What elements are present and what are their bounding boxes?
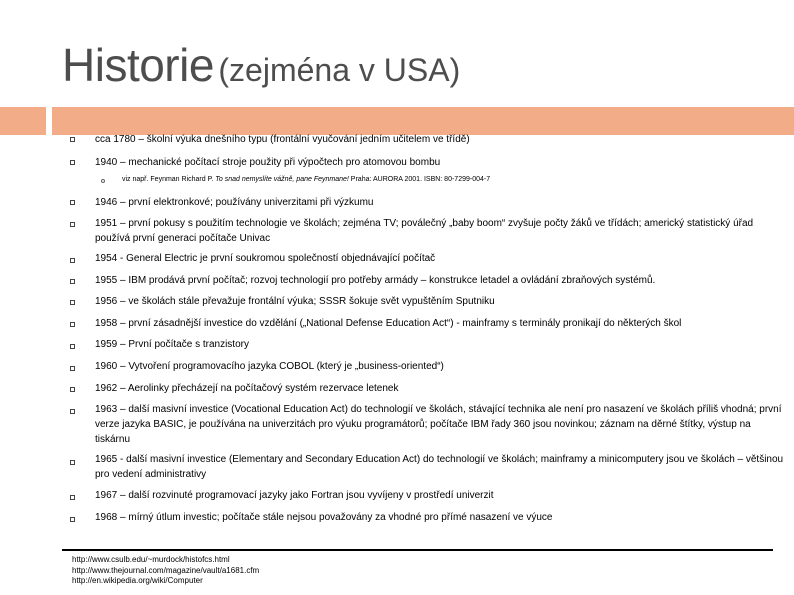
list-item: 1951 – první pokusy s použitím technologie ve školách; zejména TV; poválečný „baby boom“ zvyšuje počty žáků ve třídách; americký statistický úřad používá první generaci počítače Univac [95, 218, 754, 244]
square-bullet-icon [70, 322, 75, 327]
citation-suffix: Praha: AURORA 2001. ISBN: 80-7299-004-7 [348, 176, 491, 183]
square-bullet-icon [70, 222, 75, 227]
source-link[interactable]: http://www.thejournal.com/magazine/vault/a1681.cfm [72, 566, 260, 575]
square-bullet-icon [70, 495, 75, 500]
list-item: 1956 – ve školách stále převažuje frontální výuka; SSSR šokuje svět vypuštěním Sputniku [95, 296, 495, 307]
square-bullet-icon [70, 409, 75, 414]
source-link[interactable]: http://en.wikipedia.org/wiki/Computer [72, 576, 203, 585]
square-bullet-icon [70, 258, 75, 263]
list-item: 1958 – první zásadnější investice do vzdělání („National Defense Education Act“) - mainframy s terminály pronikají do některých škol [95, 318, 682, 329]
square-bullet-icon [70, 460, 75, 465]
circle-bullet-icon [101, 179, 105, 183]
slide-title-main: Historie [62, 39, 214, 91]
list-item: 1959 – První počítače s tranzistory [95, 339, 249, 350]
title-accent-bar-right [52, 107, 794, 135]
citation-book-title: To snad nemyslíte vážně, pane Feynmane! [215, 176, 349, 183]
list-item: 1946 – první elektronkové; používány univerzitami při výzkumu [95, 197, 374, 208]
source-link[interactable]: http://www.csulb.edu/~murdock/histofcs.html [72, 555, 230, 564]
title-accent-bar-left [0, 107, 46, 135]
citation-prefix: viz např. Feynman Richard P. [122, 176, 216, 183]
square-bullet-icon [70, 344, 75, 349]
list-item: 1965 - další masivní investice (Elementary and Secondary Education Act) do technologií ve školách; mainframy a minicomputery jsou ve školách – většinou pro vedení administrativy [95, 454, 784, 480]
list-item: 1960 – Vytvoření programovacího jazyka COBOL (který je „business-oriented“) [95, 361, 444, 372]
square-bullet-icon [70, 366, 75, 371]
list-item: 1963 – další masivní investice (Vocational Education Act) do technologií ve školách, stávající technika ale není pro nasazení ve školách příliš vhodná; první verze jazyka BASIC, je používána na univerzitách pro výuku programátorů; počítače IBM řady 360 jsou novinkou; záznam na děrné štítky, výstup na tiskárnu [95, 404, 782, 445]
list-item: 1955 – IBM prodává první počítač; rozvoj technologií pro potřeby armády – konstrukce letadel a ovládání zbraňových systémů. [95, 275, 656, 286]
list-item: 1968 – mírný útlum investic; počítače stále nejsou považovány za vhodné pro přímé nasazení ve výuce [95, 512, 553, 523]
sub-list-item [122, 175, 490, 185]
list-item: 1967 – další rozvinuté programovací jazyky jako Fortran jsou vyvíjeny v prostředí univerzit [95, 490, 494, 501]
square-bullet-icon [70, 517, 75, 522]
list-item: 1954 - General Electric je první soukromou společností objednávající počítač [95, 253, 436, 264]
square-bullet-icon [70, 160, 75, 165]
square-bullet-icon [70, 279, 75, 284]
slide-title-sub: (zejména v USA) [218, 52, 461, 88]
sources-divider [62, 549, 773, 551]
square-bullet-icon [70, 200, 75, 205]
list-item: 1962 – Aerolinky přecházejí na počítačový systém rezervace letenek [95, 383, 399, 394]
square-bullet-icon [70, 300, 75, 305]
list-item: cca 1780 – školní výuka dnešního typu (frontální vyučování jedním učitelem ve třídě) [95, 134, 470, 145]
list-item: 1940 – mechanické počítací stroje použity při výpočtech pro atomovou bombu [95, 157, 441, 168]
square-bullet-icon [70, 387, 75, 392]
slide-title [62, 38, 460, 92]
square-bullet-icon [70, 137, 75, 142]
